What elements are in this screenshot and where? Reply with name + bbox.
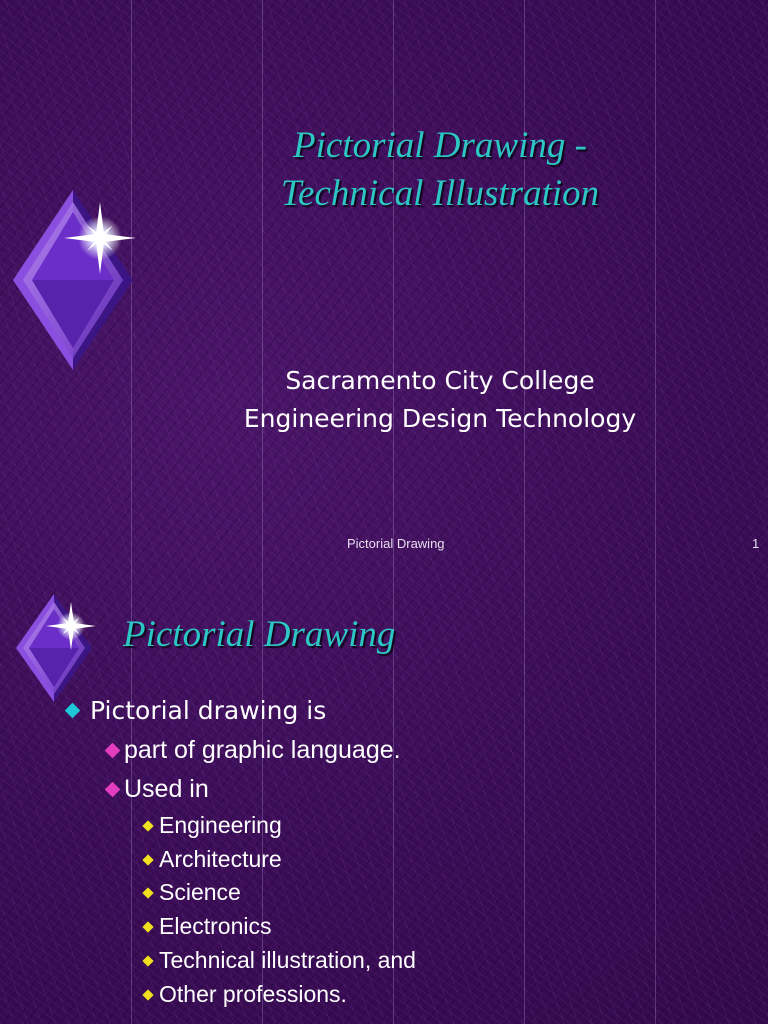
diamond-bullet-icon (142, 854, 153, 865)
slide-subtitle (180, 362, 700, 438)
department-name: Engineering Design Technology (243, 404, 637, 433)
diamond-bullet-icon (142, 820, 153, 831)
list-item: Used in (107, 775, 209, 804)
page-number: 1 (752, 536, 760, 551)
diamond-bullet-icon (65, 703, 81, 719)
diamond-bullet-icon (142, 955, 153, 966)
diamond-bullet-icon (142, 989, 153, 1000)
list-item: part of graphic language. (107, 736, 401, 765)
list-item: Technical illustration, and (144, 947, 416, 974)
list-item: Other professions. (144, 981, 347, 1008)
diamond-sparkle-icon (10, 190, 145, 380)
diamond-bullet-icon (142, 887, 153, 898)
slide-footer-title: Pictorial Drawing (347, 536, 445, 551)
list-item: Science (144, 879, 241, 906)
diamond-bullet-icon (142, 921, 153, 932)
content-slide-title: Pictorial Drawing (123, 614, 396, 655)
list-item: Engineering (144, 812, 282, 839)
diamond-sparkle-icon (14, 594, 104, 709)
diamond-bullet-icon (105, 743, 121, 759)
list-item: Pictorial drawing is (67, 696, 326, 725)
slide-title-line2: Technical Illustration (280, 173, 600, 214)
college-name: Sacramento City College (285, 366, 595, 395)
diamond-bullet-icon (105, 782, 121, 798)
list-item: Architecture (144, 846, 282, 873)
list-item: Electronics (144, 913, 271, 940)
slide-title-line1: Pictorial Drawing - (293, 125, 587, 166)
slide-title (200, 122, 680, 218)
